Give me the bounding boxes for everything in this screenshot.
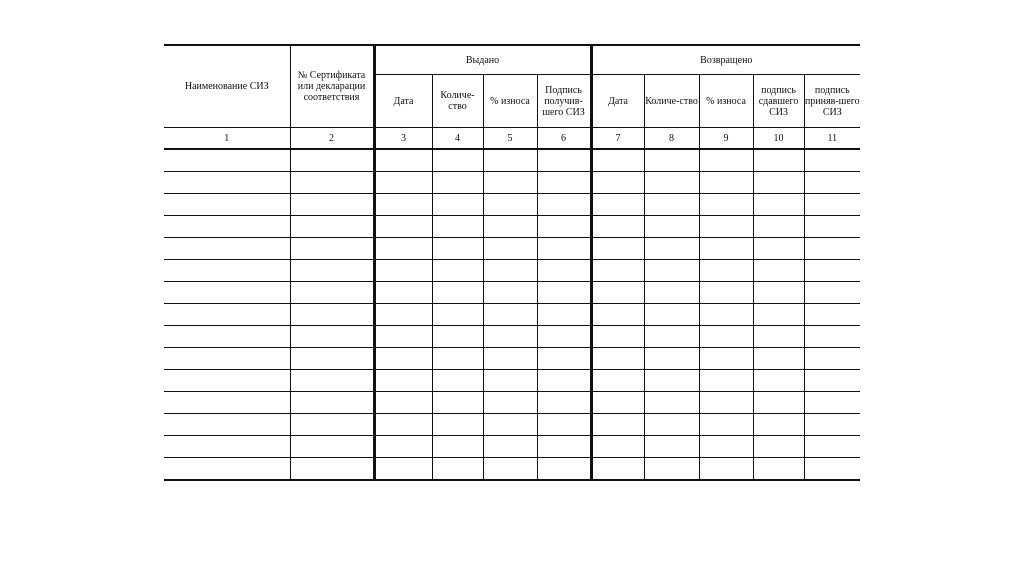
table-cell — [804, 304, 860, 326]
column-number-row — [164, 128, 860, 150]
table-cell — [164, 370, 290, 392]
table-cell — [644, 304, 699, 326]
column-number: 8 — [644, 128, 699, 150]
table-cell — [537, 238, 591, 260]
column-number: 9 — [699, 128, 753, 150]
table-cell — [537, 326, 591, 348]
table-cell — [432, 172, 483, 194]
table-cell — [591, 348, 644, 370]
table-cell — [290, 326, 374, 348]
header-issued-wear: % износа — [483, 75, 537, 128]
table-cell — [483, 194, 537, 216]
table-cell — [164, 458, 290, 481]
table-cell — [537, 149, 591, 172]
table-cell — [804, 194, 860, 216]
table-cell — [483, 458, 537, 481]
table-cell — [537, 414, 591, 436]
column-number: 5 — [483, 128, 537, 150]
table-cell — [804, 392, 860, 414]
table-cell — [290, 172, 374, 194]
table-cell — [753, 436, 804, 458]
table-cell — [591, 149, 644, 172]
table-cell — [753, 348, 804, 370]
column-number: 6 — [537, 128, 591, 150]
table-cell — [483, 304, 537, 326]
table-cell — [483, 172, 537, 194]
table-row — [164, 194, 860, 216]
table-cell — [753, 260, 804, 282]
table-cell — [537, 304, 591, 326]
table-cell — [374, 392, 432, 414]
table-cell — [699, 458, 753, 481]
header-ppe-name: Наименование СИЗ — [164, 45, 290, 128]
table-cell — [804, 282, 860, 304]
table-cell — [699, 304, 753, 326]
table-cell — [699, 172, 753, 194]
column-number: 7 — [591, 128, 644, 150]
table-cell — [164, 414, 290, 436]
table-cell — [164, 282, 290, 304]
table-cell — [644, 149, 699, 172]
table-cell — [591, 260, 644, 282]
table-cell — [591, 304, 644, 326]
table-cell — [432, 216, 483, 238]
table-cell — [374, 458, 432, 481]
table-cell — [537, 458, 591, 481]
table-row — [164, 149, 860, 172]
table-cell — [644, 282, 699, 304]
table-cell — [753, 238, 804, 260]
table-cell — [591, 216, 644, 238]
table-cell — [537, 260, 591, 282]
header-row-top — [164, 45, 860, 75]
table-cell — [591, 238, 644, 260]
table-cell — [537, 436, 591, 458]
column-number: 2 — [290, 128, 374, 150]
table-cell — [290, 149, 374, 172]
header-returned-signature-giver: подпись сдавшего СИЗ — [753, 75, 804, 128]
table-cell — [804, 326, 860, 348]
column-number: 10 — [753, 128, 804, 150]
table-cell — [537, 172, 591, 194]
table-cell — [591, 172, 644, 194]
column-number: 1 — [164, 128, 290, 150]
table-row — [164, 304, 860, 326]
table-cell — [591, 414, 644, 436]
table-cell — [290, 194, 374, 216]
table-cell — [699, 326, 753, 348]
table-cell — [644, 172, 699, 194]
table-cell — [699, 348, 753, 370]
header-returned-date: Дата — [591, 75, 644, 128]
table-cell — [753, 172, 804, 194]
table-cell — [374, 238, 432, 260]
table-cell — [483, 216, 537, 238]
table-cell — [483, 392, 537, 414]
table-cell — [290, 392, 374, 414]
table-cell — [374, 304, 432, 326]
table-cell — [483, 260, 537, 282]
table-cell — [699, 194, 753, 216]
table-cell — [804, 414, 860, 436]
table-cell — [483, 348, 537, 370]
table-cell — [644, 414, 699, 436]
table-row — [164, 282, 860, 304]
table-cell — [537, 392, 591, 414]
table-cell — [591, 194, 644, 216]
header-group-issued: Выдано — [374, 45, 591, 75]
table-cell — [374, 194, 432, 216]
table-cell — [699, 370, 753, 392]
table-cell — [164, 436, 290, 458]
table-row — [164, 326, 860, 348]
table-row — [164, 238, 860, 260]
table-cell — [290, 216, 374, 238]
table-cell — [644, 370, 699, 392]
table-cell — [432, 304, 483, 326]
table-cell — [804, 172, 860, 194]
table-cell — [432, 348, 483, 370]
table-cell — [537, 370, 591, 392]
header-issued-signature: Подпись получив-шего СИЗ — [537, 75, 591, 128]
table-cell — [374, 172, 432, 194]
table-cell — [753, 216, 804, 238]
table-cell — [644, 260, 699, 282]
table-cell — [753, 458, 804, 481]
table-cell — [644, 194, 699, 216]
table-cell — [290, 458, 374, 481]
table-cell — [591, 436, 644, 458]
table-cell — [290, 260, 374, 282]
table-cell — [804, 260, 860, 282]
table-cell — [483, 370, 537, 392]
ppe-issue-form-table — [164, 44, 860, 481]
table-cell — [699, 260, 753, 282]
table-cell — [753, 282, 804, 304]
table-cell — [164, 392, 290, 414]
table-cell — [804, 458, 860, 481]
table-cell — [374, 436, 432, 458]
table-cell — [290, 238, 374, 260]
table-cell — [483, 326, 537, 348]
table-cell — [699, 392, 753, 414]
table-cell — [699, 414, 753, 436]
table-cell — [374, 149, 432, 172]
table-cell — [537, 216, 591, 238]
table-cell — [290, 414, 374, 436]
header-certificate-number: № Сертификата или декларации соответствия — [290, 45, 374, 128]
table-cell — [753, 370, 804, 392]
table-cell — [374, 216, 432, 238]
column-number: 11 — [804, 128, 860, 150]
table-row — [164, 216, 860, 238]
table-cell — [290, 282, 374, 304]
table-cell — [699, 238, 753, 260]
table-cell — [164, 194, 290, 216]
table-cell — [644, 216, 699, 238]
table-cell — [804, 370, 860, 392]
table-cell — [164, 149, 290, 172]
table-cell — [644, 238, 699, 260]
table-cell — [374, 260, 432, 282]
table-cell — [374, 370, 432, 392]
table-cell — [432, 194, 483, 216]
table-cell — [591, 326, 644, 348]
table-cell — [483, 149, 537, 172]
table-cell — [374, 348, 432, 370]
header-returned-signature-receiver: подпись приняв-шего СИЗ — [804, 75, 860, 128]
table-row — [164, 260, 860, 282]
table-cell — [164, 260, 290, 282]
table-cell — [804, 149, 860, 172]
header-issued-date: Дата — [374, 75, 432, 128]
table-cell — [432, 458, 483, 481]
table-cell — [753, 326, 804, 348]
table-cell — [432, 149, 483, 172]
table-cell — [164, 172, 290, 194]
table-cell — [804, 238, 860, 260]
table-row — [164, 392, 860, 414]
table-cell — [591, 370, 644, 392]
table-cell — [753, 149, 804, 172]
table-cell — [290, 348, 374, 370]
table-cell — [290, 436, 374, 458]
table-cell — [644, 326, 699, 348]
table-cell — [374, 282, 432, 304]
table-cell — [483, 414, 537, 436]
table-cell — [374, 414, 432, 436]
table-cell — [164, 326, 290, 348]
table-cell — [537, 194, 591, 216]
table-cell — [164, 238, 290, 260]
table-cell — [699, 216, 753, 238]
table-row — [164, 348, 860, 370]
table-cell — [164, 216, 290, 238]
table-cell — [432, 282, 483, 304]
table-cell — [164, 304, 290, 326]
table-cell — [432, 326, 483, 348]
table-cell — [591, 458, 644, 481]
table-cell — [483, 282, 537, 304]
header-returned-wear: % износа — [699, 75, 753, 128]
table-cell — [591, 282, 644, 304]
table-cell — [290, 304, 374, 326]
table-cell — [804, 216, 860, 238]
table-cell — [164, 348, 290, 370]
table-cell — [374, 326, 432, 348]
table-cell — [432, 370, 483, 392]
table-row — [164, 172, 860, 194]
table-cell — [432, 392, 483, 414]
table-cell — [644, 348, 699, 370]
table-cell — [644, 458, 699, 481]
table-cell — [644, 392, 699, 414]
table-cell — [537, 282, 591, 304]
table-cell — [432, 436, 483, 458]
table-cell — [699, 436, 753, 458]
table-cell — [753, 194, 804, 216]
table-row — [164, 370, 860, 392]
header-returned-quantity: Количе-ство — [644, 75, 699, 128]
table-cell — [591, 392, 644, 414]
table-cell — [804, 348, 860, 370]
table-cell — [537, 348, 591, 370]
table-cell — [753, 304, 804, 326]
table-cell — [290, 370, 374, 392]
table-row — [164, 458, 860, 481]
table-cell — [699, 282, 753, 304]
table-cell — [804, 436, 860, 458]
column-number: 4 — [432, 128, 483, 150]
table-cell — [432, 238, 483, 260]
table-cell — [753, 392, 804, 414]
table-cell — [432, 414, 483, 436]
header-issued-quantity: Количе-ство — [432, 75, 483, 128]
table-cell — [753, 414, 804, 436]
table-row — [164, 414, 860, 436]
column-number: 3 — [374, 128, 432, 150]
table-row — [164, 436, 860, 458]
table-cell — [644, 436, 699, 458]
table-cell — [699, 149, 753, 172]
table-cell — [483, 436, 537, 458]
table-cell — [483, 238, 537, 260]
header-group-returned: Возвращено — [591, 45, 860, 75]
table-cell — [432, 260, 483, 282]
